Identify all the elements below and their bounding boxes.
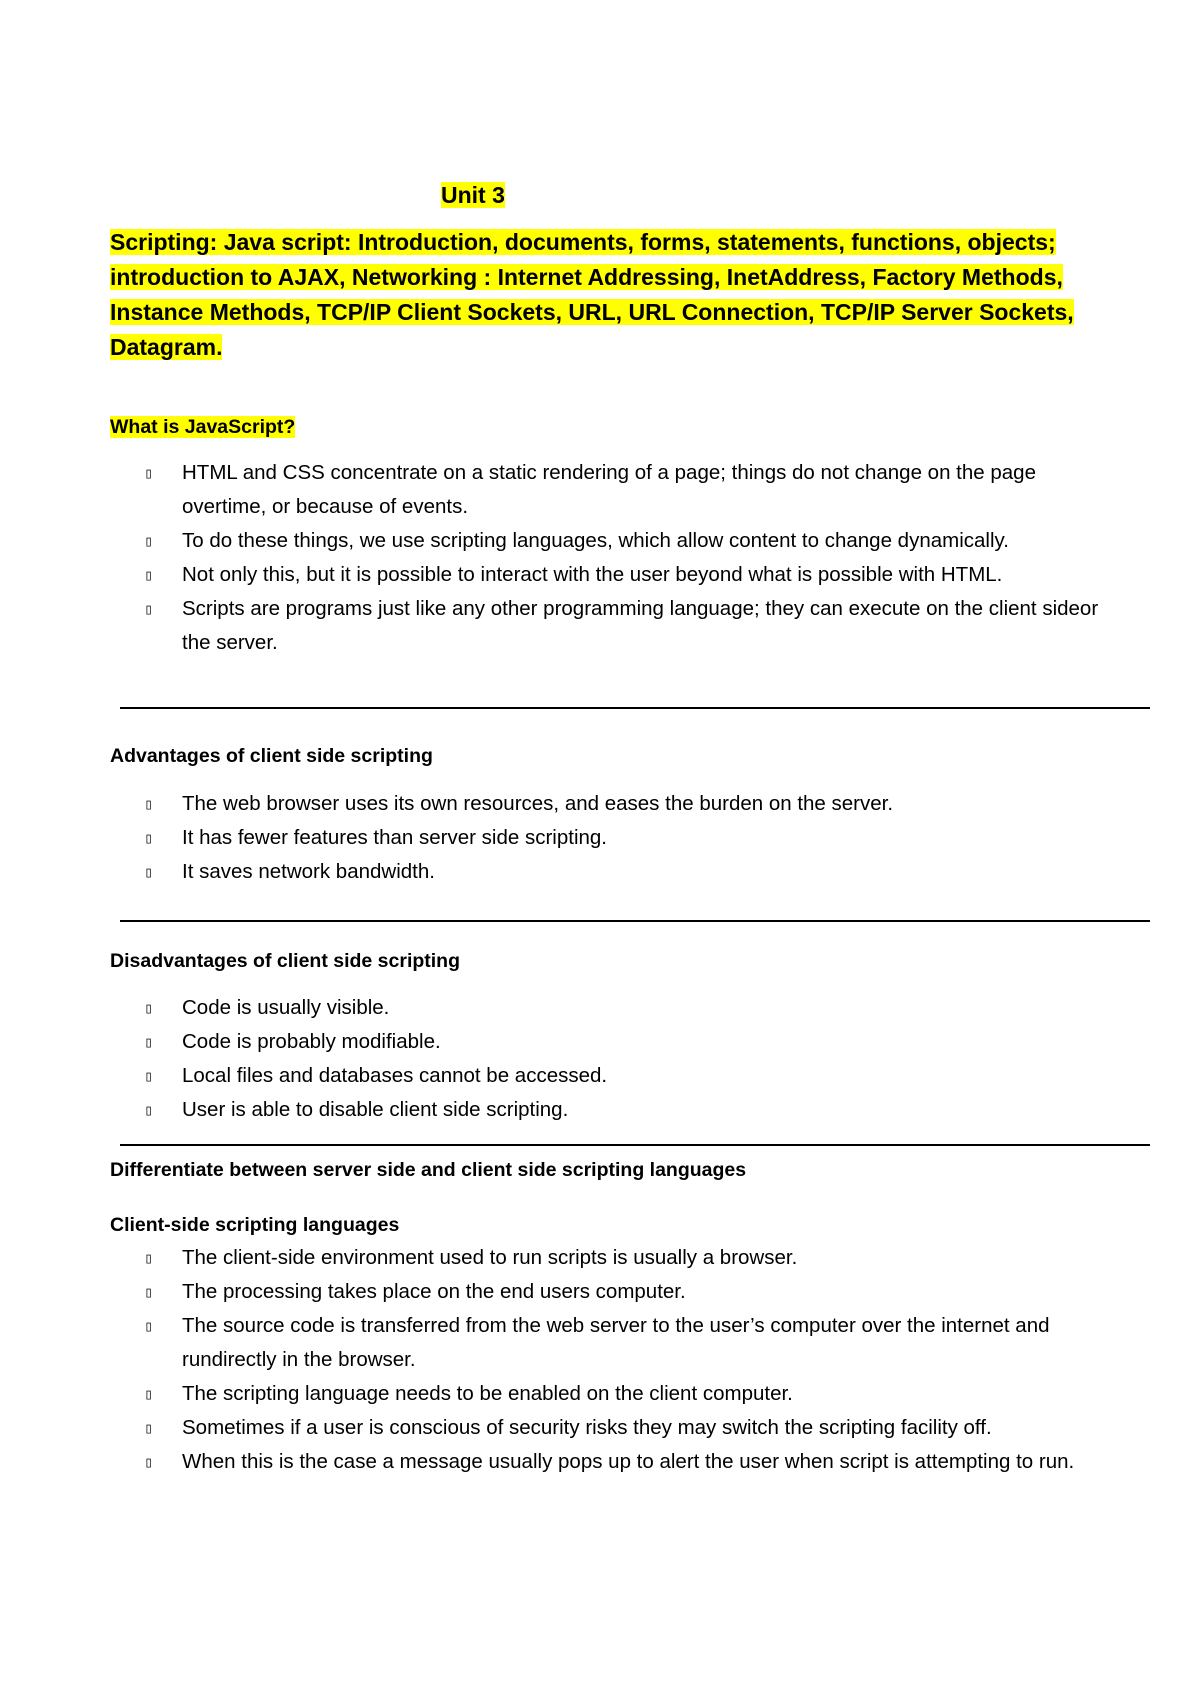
section-heading-advantages: Advantages of client side scripting — [110, 745, 433, 767]
section-heading-differentiate: Differentiate between server side and client side scripting languages — [110, 1159, 747, 1181]
bullet-icon: ▯ — [144, 600, 154, 618]
disadvantages-list — [144, 991, 1104, 1127]
list-item-text: Not only this, but it is possible to interact with the user beyond what is possible with HTML. — [182, 563, 1003, 586]
list-item — [144, 456, 1104, 524]
what-is-heading-text: What is JavaScript? — [110, 416, 296, 438]
bullet-icon: ▯ — [144, 863, 154, 881]
list-item-text: The source code is transferred from the web server to the user’s computer over the internet and rundirectly in the browser. — [182, 1314, 1050, 1371]
client-side-list — [144, 1241, 1104, 1479]
unit-title — [441, 181, 505, 209]
list-item — [144, 1025, 1104, 1059]
list-item-text: To do these things, we use scripting languages, which allow content to change dynamically. — [182, 529, 1009, 552]
list-item — [144, 1377, 1104, 1411]
bullet-icon: ▯ — [144, 566, 154, 584]
list-item-text: Scripts are programs just like any other programming language; they can execute on the client sideor the server. — [182, 597, 1099, 654]
list-item-text: The web browser uses its own resources, and eases the burden on the server. — [182, 792, 894, 815]
list-item-text: The client-side environment used to run scripts is usually a browser. — [182, 1246, 798, 1269]
list-item — [144, 821, 1104, 855]
bullet-icon: ▯ — [144, 1317, 154, 1335]
list-item — [144, 1411, 1104, 1445]
list-item-text: User is able to disable client side scripting. — [182, 1098, 569, 1121]
list-item — [144, 592, 1104, 660]
divider — [120, 920, 1150, 922]
bullet-icon: ▯ — [144, 1283, 154, 1301]
section-heading-disadvantages: Disadvantages of client side scripting — [110, 950, 461, 972]
list-item-text: Code is usually visible. — [182, 996, 390, 1019]
bullet-icon: ▯ — [144, 532, 154, 550]
section-heading-client-side: Client-side scripting languages — [110, 1214, 400, 1236]
list-item — [144, 1275, 1104, 1309]
list-item-text: The scripting language needs to be enabled on the client computer. — [182, 1382, 793, 1405]
list-item-text: It saves network bandwidth. — [182, 860, 435, 883]
bullet-icon: ▯ — [144, 464, 154, 482]
bullet-icon: ▯ — [144, 1419, 154, 1437]
list-item-text: Local files and databases cannot be accessed. — [182, 1064, 608, 1087]
divider — [120, 1144, 1150, 1146]
unit-title-text: Unit 3 — [441, 182, 505, 208]
advantages-list — [144, 787, 1104, 889]
list-item-text: Code is probably modifiable. — [182, 1030, 441, 1053]
bullet-icon: ▯ — [144, 1033, 154, 1051]
list-item — [144, 1093, 1104, 1127]
syllabus-paragraph — [110, 225, 1150, 365]
syllabus-text: Scripting: Java script: Introduction, documents, forms, statements, functions, objects; introduction to AJAX, Networking : Internet Addressing, InetAddress, Factory Methods, Instance Methods, TCP/IP Client Sockets, URL, URL Connection, TCP/IP Server Sockets, Datagram. — [110, 229, 1074, 360]
list-item — [144, 991, 1104, 1025]
list-item-text: It has fewer features than server side scripting. — [182, 826, 608, 849]
list-item — [144, 558, 1104, 592]
what-is-list — [144, 456, 1104, 660]
bullet-icon: ▯ — [144, 1249, 154, 1267]
list-item — [144, 1241, 1104, 1275]
list-item-text: The processing takes place on the end users computer. — [182, 1280, 686, 1303]
bullet-icon: ▯ — [144, 999, 154, 1017]
bullet-icon: ▯ — [144, 1385, 154, 1403]
list-item — [144, 855, 1104, 889]
list-item — [144, 1445, 1104, 1479]
bullet-icon: ▯ — [144, 795, 154, 813]
list-item-text: Sometimes if a user is conscious of security risks they may switch the scripting facility off. — [182, 1416, 992, 1439]
section-heading-what-is-javascript — [110, 414, 295, 440]
list-item — [144, 787, 1104, 821]
list-item-text: When this is the case a message usually pops up to alert the user when script is attempting to run. — [182, 1450, 1075, 1473]
bullet-icon: ▯ — [144, 829, 154, 847]
list-item — [144, 1059, 1104, 1093]
list-item — [144, 1309, 1104, 1377]
list-item-text: HTML and CSS concentrate on a static rendering of a page; things do not change on the page overtime, or because of events. — [182, 461, 1036, 518]
list-item — [144, 524, 1104, 558]
divider — [120, 707, 1150, 709]
bullet-icon: ▯ — [144, 1101, 154, 1119]
bullet-icon: ▯ — [144, 1067, 154, 1085]
bullet-icon: ▯ — [144, 1453, 154, 1471]
